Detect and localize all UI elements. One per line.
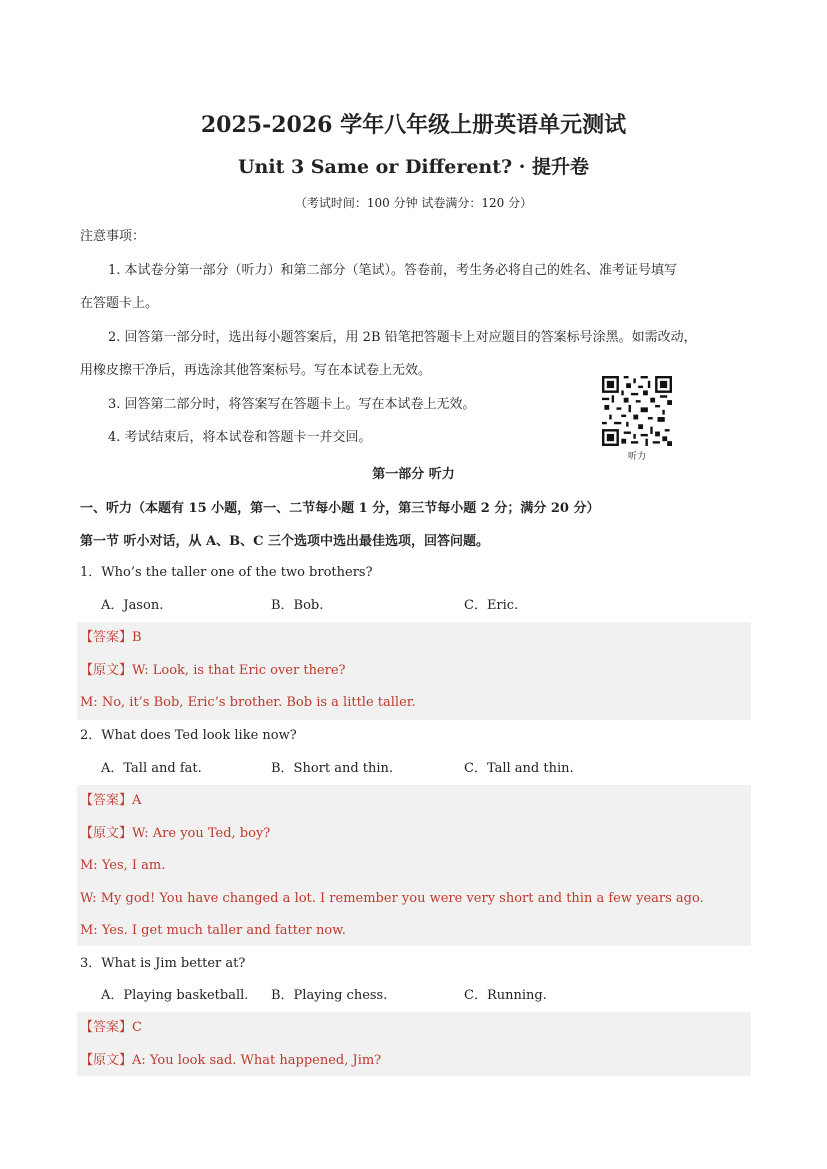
question-2-transcript-line-2: M: Yes, I am. xyxy=(80,858,166,873)
question-3-transcript-line-1: 【原文】A: You look sad. What happened, Jim? xyxy=(80,1053,382,1068)
question-2-answer: 【答案】A xyxy=(80,793,142,808)
question-1-option-a: A．Jason. xyxy=(101,598,164,613)
page-subtitle: Unit 3 Same or Different? · 提升卷 xyxy=(237,156,589,178)
notes-item-3: 3. 回答第二部分时，将答案写在答题卡上。写在本试卷上无效。 xyxy=(108,397,476,412)
notes-item-1-line-2: 在答题卡上。 xyxy=(80,296,159,311)
question-2-option-c: C．Tall and thin. xyxy=(464,761,574,776)
question-1-transcript-line-1: 【原文】W: Look, is that Eric over there? xyxy=(80,663,346,678)
question-2-option-a: A．Tall and fat. xyxy=(101,761,202,776)
notes-item-2-line-2: 用橡皮擦干净后，再选涂其他答案标号。写在本试卷上无效。 xyxy=(80,363,432,378)
subsection-heading: 第一节 听小对话，从 A、B、C 三个选项中选出最佳选项，回答问题。 xyxy=(80,534,489,549)
question-2-option-b: B．Short and thin. xyxy=(271,761,394,776)
notes-item-2-line-1: 2. 回答第一部分时，选出每小题答案后，用 2B 铅笔把答题卡上对应题目的答案标号涂黑。如需改动， xyxy=(108,330,697,345)
question-1-option-b: B．Bob. xyxy=(271,598,324,613)
question-1-stem: 1．Who’s the taller one of the two brothers? xyxy=(80,565,373,580)
qr-caption: 听力 xyxy=(627,452,646,462)
question-1-answer: 【答案】B xyxy=(80,630,142,645)
part-one-heading: 第一部分 听力 xyxy=(372,467,455,482)
notes-heading: 注意事项： xyxy=(80,229,146,244)
question-1-option-c: C．Eric. xyxy=(464,598,519,613)
question-1-transcript-line-2: M: No, it’s Bob, Eric’s brother. Bob is a little taller. xyxy=(80,695,416,710)
question-3-option-c: C．Running. xyxy=(464,988,547,1003)
question-2-stem: 2．What does Ted look like now? xyxy=(80,728,297,743)
question-3-stem: 3．What is Jim better at? xyxy=(80,956,246,971)
question-2-transcript-line-4: M: Yes. I get much taller and fatter now. xyxy=(80,923,346,938)
question-2-transcript-line-3: W: My god! You have changed a lot. I remember you were very short and thin a few years ago. xyxy=(80,891,704,906)
page-title: 2025-2026 学年八年级上册英语单元测试 xyxy=(200,112,627,138)
question-3-option-b: B．Playing chess. xyxy=(271,988,388,1003)
question-3-option-a: A．Playing basketball. xyxy=(101,988,249,1003)
notes-item-1-line-1: 1. 本试卷分第一部分（听力）和第二部分（笔试）。答卷前，考生务必将自己的姓名、准考证号填写 xyxy=(108,263,678,278)
section-heading: 一、听力（本题有 15 小题，第一、二节每小题 1 分，第三节每小题 2 分；满分 20 分） xyxy=(80,501,600,516)
question-2-transcript-line-1: 【原文】W: Are you Ted, boy? xyxy=(80,826,271,841)
exam-info: （考试时间：100 分钟 试卷满分：120 分） xyxy=(294,196,533,210)
qr-code-icon xyxy=(602,376,672,446)
question-3-answer: 【答案】C xyxy=(80,1020,142,1035)
notes-item-4: 4. 考试结束后，将本试卷和答题卡一并交回。 xyxy=(108,430,372,445)
